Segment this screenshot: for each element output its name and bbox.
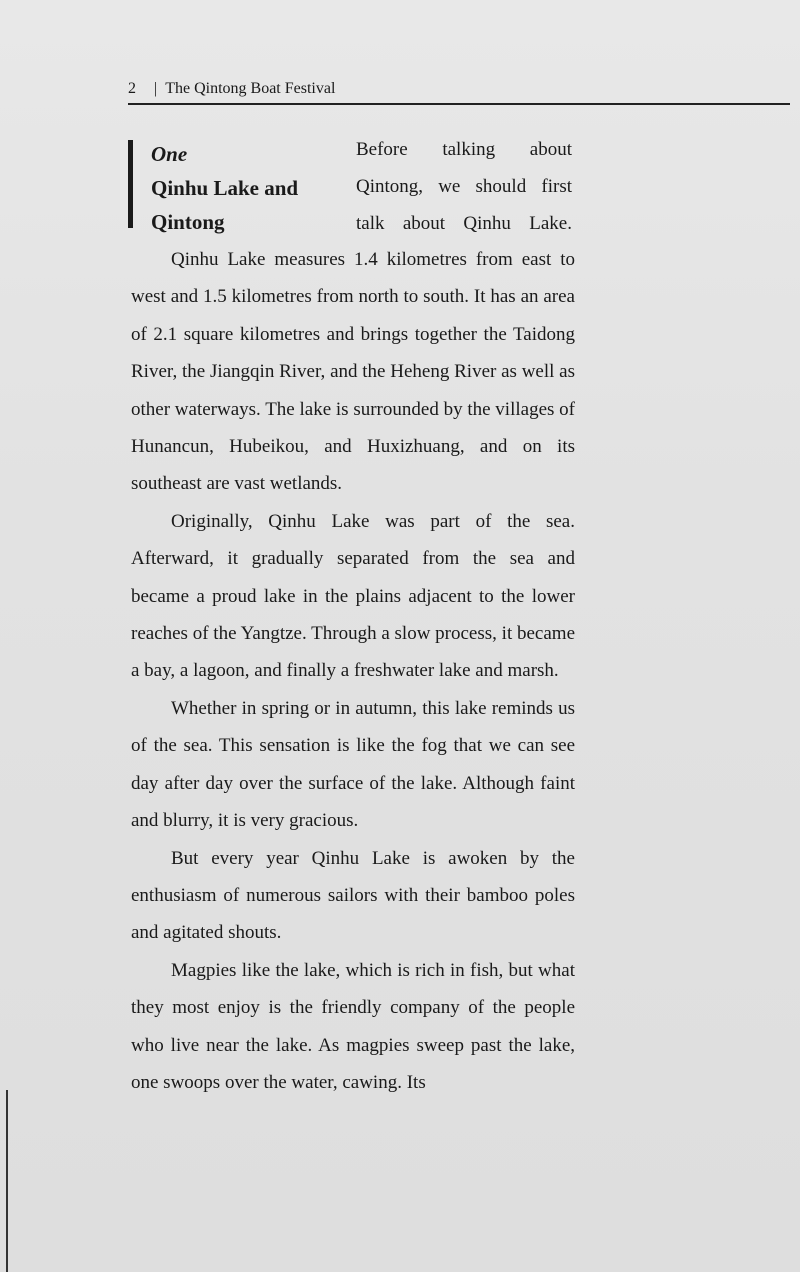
paragraph: Whether in spring or in autumn, this lake reminds us of the sea. This sensation is like the fog that we can see day after day over the surface of the lake. Although faint and blurry, it is very gracious. [131, 697, 575, 832]
paragraph: Qinhu Lake measures 1.4 kilometres from east to west and 1.5 kilometres from north to south. It has an area of 2.1 square kilometres and brings together the Taidong River, the Jiangqin River, and the Heheng River as well as other waterways. The lake is surrounded by the villages of Hunancun, Hubeikou, and Huxizhuang, and on its southeast are vast wetlands. [131, 249, 575, 495]
paragraph: Magpies like the lake, which is rich in fish, but what they most enjoy is the friendly company of the people who live near the lake. As magpies sweep past the lake, one swoops over the water, cawing. Its [131, 959, 575, 1093]
book-title: The Qintong Boat Festival [165, 80, 336, 97]
intro-paragraph: Before talking about Qintong, we should first talk about Qinhu Lake. [356, 139, 572, 234]
binding-edge [6, 1090, 8, 1272]
chapter-marker-bar [128, 140, 133, 228]
header-rule [128, 103, 790, 105]
running-header [128, 80, 788, 98]
page-number: 2 [128, 80, 136, 97]
body-text [131, 241, 575, 1101]
paragraph: But every year Qinhu Lake is awoken by the enthusiasm of numerous sailors with their bamboo poles and agitated shouts. [131, 847, 575, 944]
paragraph: Originally, Qinhu Lake was part of the sea. Afterward, it gradually separated from the sea and became a proud lake in the plains adjacent to the lower reaches of the Yangtze. Through a slow process, it became a bay, a lagoon, and finally a freshwater lake and marsh. [131, 510, 575, 682]
chapter-heading [151, 137, 371, 239]
header-separator: | [154, 80, 158, 97]
chapter-number: One [151, 142, 188, 166]
chapter-title: Qinhu Lake and Qintong [151, 176, 299, 234]
